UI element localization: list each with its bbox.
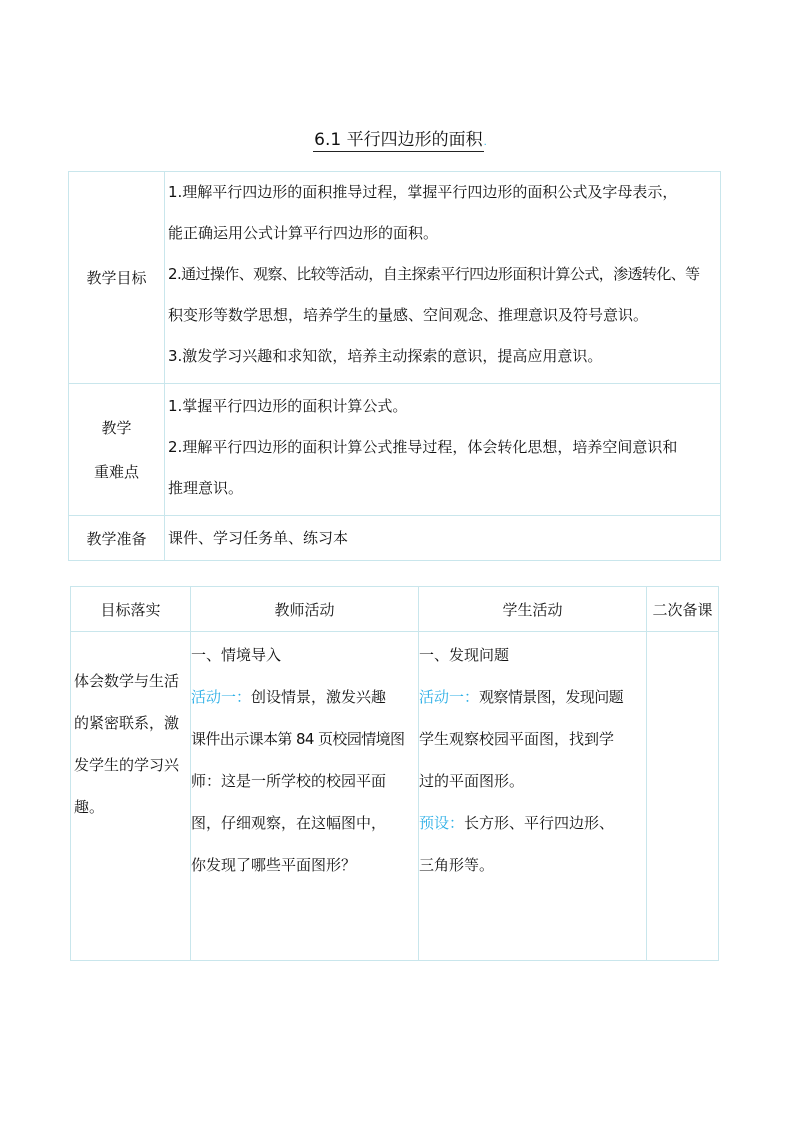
goals-line: 1.理解平行四边形的面积推导过程，掌握平行四边形的面积公式及字母表示，: [168, 183, 678, 201]
teacher-activity-text: 创设情景，激发兴趣: [251, 688, 387, 706]
student-preset: [419, 802, 646, 844]
teacher-activity-tag: 活动一：: [191, 688, 252, 706]
goals-row: [69, 172, 721, 384]
prep-row: [69, 516, 721, 561]
student-cell: [419, 632, 647, 961]
goals-label: 教学目标: [69, 172, 165, 384]
activity-table: [70, 586, 719, 961]
student-activity-tag: 活动一：: [419, 688, 480, 706]
goals-content: [165, 172, 721, 384]
teacher-line: 师：这是一所学校的校园平面: [191, 772, 387, 790]
document-title: [0, 128, 800, 155]
prep-label: 教学准备: [69, 516, 165, 561]
goals-line: 2.通过操作、观察、比较等活动，自主探索平行四边形面积计算公式，渗透转化、等: [168, 265, 700, 283]
key-points-line: 推理意识。: [168, 479, 244, 497]
student-section: 一、发现问题: [419, 646, 510, 664]
student-activity: [419, 676, 646, 718]
header-notes: 二次备课: [647, 587, 719, 632]
key-points-label: [69, 384, 165, 516]
key-points-line: 1.掌握平行四边形的面积计算公式。: [168, 397, 408, 415]
key-points-row: [69, 384, 721, 516]
key-points-line: 2.理解平行四边形的面积计算公式推导过程，体会转化思想，培养空间意识和: [168, 438, 678, 456]
teacher-activity: [191, 676, 418, 718]
key-points-label-line2: 重难点: [93, 462, 139, 481]
key-points-content: [165, 384, 721, 516]
header-goal: 目标落实: [71, 587, 191, 632]
goal-line: 趣。: [74, 798, 105, 816]
teacher-line: 你发现了哪些平面图形？: [191, 856, 357, 874]
teacher-line: 课件出示课本第 84 页校园情境图: [191, 730, 405, 748]
goals-line: 能正确运用公式计算平行四边形的面积。: [168, 224, 439, 242]
teacher-line: 图，仔细观察，在这幅图中，: [191, 814, 387, 832]
notes-cell: [647, 632, 719, 961]
goals-line: 3.激发学习兴趣和求知欲，培养主动探索的意识，提高应用意识。: [168, 347, 603, 365]
key-points-label-line1: 教学: [101, 418, 132, 437]
activity-header-row: [71, 587, 719, 632]
title-mark: .: [483, 137, 487, 148]
goal-line: 的紧密联系，激: [74, 714, 180, 732]
goal-cell: [71, 632, 191, 961]
header-teacher: 教师活动: [191, 587, 419, 632]
activity-row: [71, 632, 719, 961]
student-preset-text: 长方形、平行四边形、: [464, 814, 615, 832]
student-preset-tag: 预设：: [419, 814, 465, 832]
student-line: 过的平面图形。: [419, 772, 525, 790]
goal-line: 发学生的学习兴: [74, 756, 180, 774]
header-student: 学生活动: [419, 587, 647, 632]
overview-table: [68, 171, 721, 561]
goal-line: 体会数学与生活: [74, 672, 180, 690]
teacher-cell: [191, 632, 419, 961]
title-text: 6.1 平行四边形的面积: [314, 130, 483, 150]
prep-content: 课件、学习任务单、练习本: [165, 516, 721, 561]
student-activity-text: 观察情景图，发现问题: [479, 688, 624, 706]
student-line: 学生观察校园平面图，找到学: [419, 730, 615, 748]
teacher-section: 一、情境导入: [191, 646, 282, 664]
student-preset-cont: 三角形等。: [419, 856, 495, 874]
goals-line: 积变形等数学思想，培养学生的量感、空间观念、推理意识及符号意识。: [168, 306, 649, 324]
